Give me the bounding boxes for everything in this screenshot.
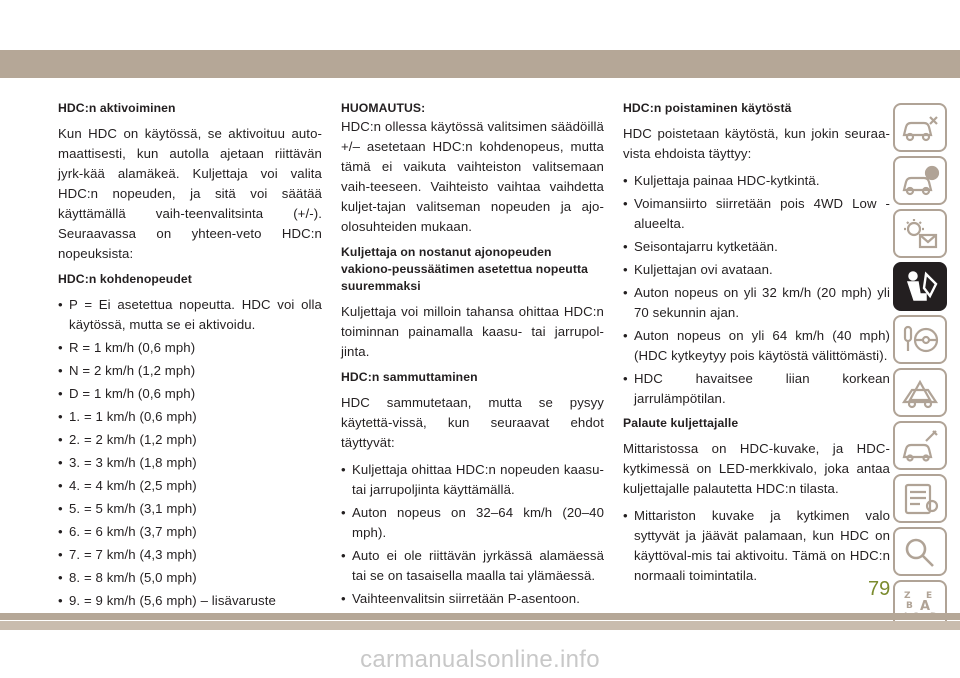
list-item: • 6. = 6 km/h (3,7 mph) <box>58 522 322 542</box>
svg-text:Z: Z <box>904 590 911 601</box>
wrench-car-icon <box>900 429 940 463</box>
tab-car-info[interactable] <box>893 156 947 205</box>
list-item: • D = 1 km/h (0,6 mph) <box>58 384 322 404</box>
watermark: carmanualsonline.info <box>360 646 600 673</box>
seat-safety-icon <box>900 270 940 304</box>
car-info-icon <box>900 164 940 198</box>
car-tools-icon <box>900 111 940 145</box>
column-3 <box>623 100 890 589</box>
heading-driver-feedback: Palaute kuljettajalle <box>623 416 739 430</box>
magnifier-icon <box>900 535 940 569</box>
svg-text:A: A <box>920 598 931 614</box>
list-item: • Seisontajarru kytketään. <box>623 237 890 257</box>
paragraph-deactivation: HDC sammutetaan, mutta se pysyy käytettä-vissä, kun seuraavat ehdot täyttyvät: <box>341 395 604 450</box>
chapter-tabs <box>893 103 953 633</box>
list-item: • Auton nopeus on yli 32 km/h (20 mph) yli 70 sekunnin ajan. <box>623 283 890 323</box>
list-item: • Kuljettajan ovi avataan. <box>623 260 890 280</box>
list-item: • P = Ei asetettua nopeutta. HDC voi olla käytössä, mutta se ei aktivoidu. <box>58 295 322 335</box>
disable-list <box>623 171 890 409</box>
heading-hdc-deactivation: HDC:n sammuttaminen <box>341 370 478 384</box>
warning-triangle-icon <box>900 376 940 410</box>
svg-text:B: B <box>906 600 913 611</box>
column-1 <box>58 100 322 614</box>
list-item: • HDC havaitsee liian korkean jarrulämpötilan. <box>623 369 890 409</box>
paragraph-disable: HDC poistetaan käytöstä, kun jokin seuraa-vista ehdoista täyttyy: <box>623 126 890 161</box>
tab-car-tools[interactable] <box>893 103 947 152</box>
page-number: 79 <box>868 578 891 600</box>
specifications-list-icon <box>900 482 940 516</box>
heading-target-speeds: HDC:n kohdenopeudet <box>58 272 192 286</box>
tab-seat-safety[interactable] <box>893 262 947 311</box>
tab-warning-triangle[interactable] <box>893 368 947 417</box>
paragraph-feedback: Mittaristossa on HDC-kuvake, ja HDC-kytkimessä on LED-merkkivalo, joka antaa kuljettajalle palautetta HDC:n tilasta. <box>623 441 890 496</box>
list-item: • 2. = 2 km/h (1,2 mph) <box>58 430 322 450</box>
top-decor-band <box>0 50 960 78</box>
list-item: • Voimansiirto siirretään pois 4WD Low -alueelta. <box>623 194 890 234</box>
list-item: • N = 2 km/h (1,2 mph) <box>58 361 322 381</box>
list-item: • 5. = 5 km/h (3,1 mph) <box>58 499 322 519</box>
svg-text:E: E <box>926 590 933 601</box>
tab-search[interactable] <box>893 527 947 576</box>
tab-steering-start[interactable] <box>893 315 947 364</box>
bottom-decor-band <box>0 613 960 620</box>
list-item: • Auton nopeus on 32–64 km/h (20–40 mph). <box>341 503 604 543</box>
tab-dashboard-lights[interactable] <box>893 209 947 258</box>
tab-specifications[interactable] <box>893 474 947 523</box>
list-item: • 9. = 9 km/h (5,6 mph) – lisävaruste <box>58 591 322 611</box>
list-item: • Auton nopeus on yli 64 km/h (40 mph) (HDC kytkeytyy pois käytöstä välittömästi). <box>623 326 890 366</box>
tab-wrench-car[interactable] <box>893 421 947 470</box>
heading-hdc-activation: HDC:n aktivoiminen <box>58 101 176 115</box>
feedback-list <box>623 506 890 586</box>
paragraph-override: Kuljettaja voi milloin tahansa ohittaa HDC:n toiminnan painamalla kaasu- tai jarrupol-jinta. <box>341 304 604 359</box>
list-item: • 1. = 1 km/h (0,6 mph) <box>58 407 322 427</box>
list-item: • 3. = 3 km/h (1,8 mph) <box>58 453 322 473</box>
list-item: • Mittariston kuvake ja kytkimen valo syttyvät ja jäävät palamaan, kun HDC on käyttöval-mis tai aktivoitu. Tämä on HDC:n normaali toimintatila. <box>623 506 890 586</box>
heading-hdc-disable: HDC:n poistaminen käytöstä <box>623 101 792 115</box>
heading-override: Kuljettaja on nostanut ajonopeuden vakiono-peussäätimen asetettua nopeutta suuremmaksi <box>341 245 589 293</box>
list-item: • Kuljettaja painaa HDC-kytkintä. <box>623 171 890 191</box>
paragraph-note: HDC:n ollessa käytössä valitsimen säädöillä +/– asetetaan HDC:n kohdenopeus, mutta tämä ei vaikuta vaihteiston valitsemaan vaih-teeseen. Vaihteisto vaihtaa vaihdetta kuljet-tajan valitseman nopeuden ja ajo-olosuhteiden mukaan. <box>341 119 604 234</box>
list-item: • 8. = 8 km/h (5,0 mph) <box>58 568 322 588</box>
paragraph-activation: Kun HDC on käytössä, se aktivoituu auto-maattisesti, kun autolla ajetaan riittävän jyrk-kää alamäkeä. Kuljettaja voi valita HDC:n nopeuden, ja sitä voi säätää käyttämällä vaih-teenvalitsinta (+/-). Seuraavassa on yhteen-veto HDC:n nopeuksista: <box>58 126 322 261</box>
list-item: • Auto ei ole riittävän jyrkässä alamäessä tai se on tasaisella maalla tai ylämäessä. <box>341 546 604 586</box>
list-item: • Kuljettaja ohittaa HDC:n nopeuden kaasu- tai jarrupoljinta käyttämällä. <box>341 460 604 500</box>
steering-start-icon <box>900 323 940 357</box>
list-item: • Vaihteenvalitsin siirretään P-asentoon. <box>341 589 604 609</box>
list-item: • R = 1 km/h (0,6 mph) <box>58 338 322 358</box>
heading-note: HUOMAUTUS: <box>341 101 426 115</box>
list-item: • 7. = 7 km/h (4,3 mph) <box>58 545 322 565</box>
column-2 <box>341 100 604 612</box>
deactivation-list <box>341 460 604 609</box>
dashboard-lights-icon <box>900 217 940 251</box>
list-item: • 4. = 4 km/h (2,5 mph) <box>58 476 322 496</box>
target-speed-list <box>58 295 322 611</box>
bottom-decor-band-light <box>0 621 960 630</box>
